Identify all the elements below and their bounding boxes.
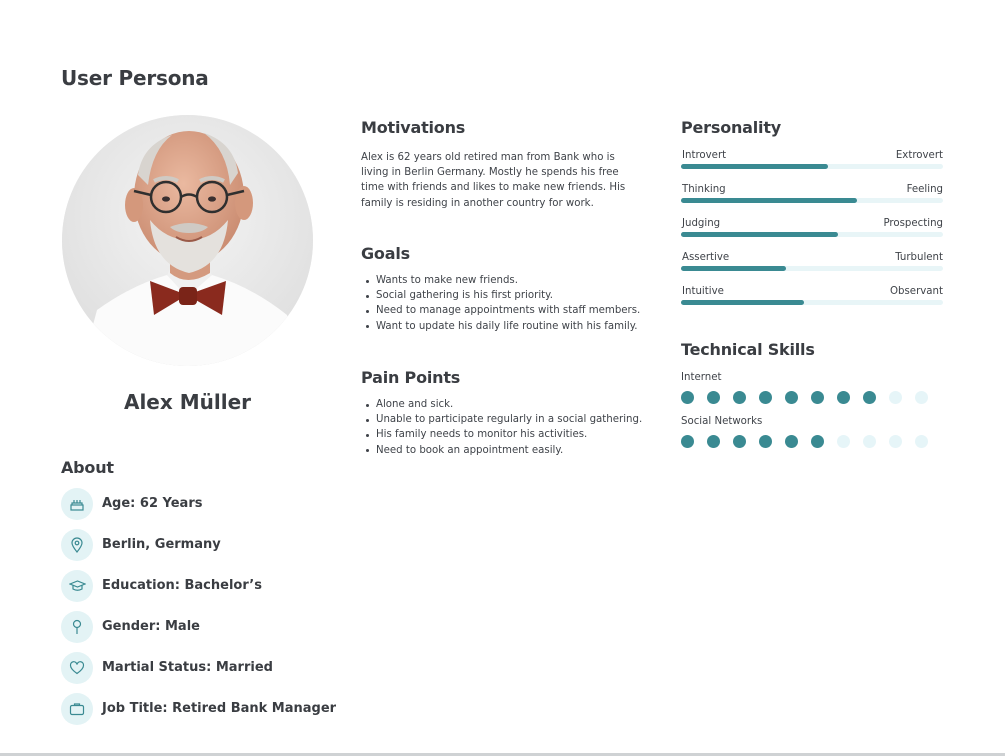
- skill-dot-filled: [733, 435, 746, 448]
- skill-dot-filled: [811, 391, 824, 404]
- trait-track: [681, 232, 943, 237]
- trait-left-label: Thinking: [682, 184, 726, 195]
- trait-fill: [681, 232, 838, 237]
- skill-dot-filled: [863, 391, 876, 404]
- skill-dot-filled: [681, 391, 694, 404]
- personality-heading: Personality: [681, 118, 782, 137]
- about-text-job-title: Job Title: Retired Bank Manager: [102, 701, 337, 716]
- skill-dot-filled: [707, 435, 720, 448]
- trait-right-label: Turbulent: [895, 252, 943, 263]
- about-item-marital-status: [61, 652, 341, 693]
- motivations-line: living in Berlin Germany. Mostly he spends his free: [361, 167, 619, 179]
- graduation-cap-icon: [61, 570, 93, 602]
- technical-skills-heading: Technical Skills: [681, 340, 815, 359]
- about-text-education: Education: Bachelor’s: [102, 578, 262, 593]
- skill-dot-empty: [889, 391, 902, 404]
- persona-name: Alex Müller: [123, 390, 252, 414]
- list-item: Need to book an appointment easily.: [365, 443, 642, 458]
- trait-track: [681, 198, 943, 203]
- pain-points-list: [365, 397, 642, 458]
- skill-dot-filled: [785, 435, 798, 448]
- about-item-job-title: [61, 693, 341, 734]
- about-text-location: Berlin, Germany: [102, 537, 221, 552]
- trait-track: [681, 300, 943, 305]
- skill-dot-filled: [759, 435, 772, 448]
- list-item: Need to manage appointments with staff members.: [365, 303, 640, 318]
- trait-introvert-extrovert: [681, 150, 943, 176]
- about-text-gender: Gender: Male: [102, 619, 200, 634]
- list-item: Social gathering is his first priority.: [365, 288, 640, 303]
- list-item: Alone and sick.: [365, 397, 642, 412]
- trait-right-label: Observant: [890, 286, 943, 297]
- trait-thinking-feeling: [681, 184, 943, 210]
- trait-judging-prospecting: [681, 218, 943, 244]
- trait-fill: [681, 164, 828, 169]
- about-text-age: Age: 62 Years: [102, 496, 203, 511]
- skill-rating-internet: [681, 391, 941, 405]
- location-pin-icon: [61, 529, 93, 561]
- skill-rating-social-networks: [681, 435, 941, 449]
- skill-dot-empty: [863, 435, 876, 448]
- about-list: [61, 488, 341, 734]
- skill-dot-filled: [759, 391, 772, 404]
- motivations-line: Alex is 62 years old retired man from Bank who is: [361, 152, 615, 163]
- skill-dot-filled: [707, 391, 720, 404]
- gender-pin-icon: [61, 611, 93, 643]
- about-item-location: [61, 529, 341, 570]
- trait-track: [681, 164, 943, 169]
- goals-list: [365, 273, 640, 334]
- skill-dot-filled: [837, 391, 850, 404]
- skill-dot-filled: [733, 391, 746, 404]
- about-item-age: [61, 488, 341, 529]
- skill-dot-filled: [811, 435, 824, 448]
- skill-dot-empty: [915, 391, 928, 404]
- heart-icon: [61, 652, 93, 684]
- skill-dot-filled: [785, 391, 798, 404]
- skill-dot-empty: [837, 435, 850, 448]
- about-item-education: [61, 570, 341, 611]
- skill-label-social-networks: Social Networks: [681, 416, 763, 427]
- briefcase-icon: [61, 693, 93, 725]
- skill-dot-filled: [681, 435, 694, 448]
- motivations-text: [361, 150, 631, 211]
- trait-right-label: Extrovert: [895, 150, 943, 161]
- trait-fill: [681, 198, 857, 203]
- list-item: His family needs to monitor his activities.: [365, 427, 642, 442]
- trait-track: [681, 266, 943, 271]
- trait-fill: [681, 266, 786, 271]
- about-text-marital-status: Martial Status: Married: [102, 660, 273, 675]
- goals-heading: Goals: [361, 244, 410, 263]
- trait-assertive-turbulent: [681, 252, 943, 278]
- list-item: Wants to make new friends.: [365, 273, 640, 288]
- trait-left-label: Assertive: [682, 252, 730, 263]
- skill-dot-empty: [915, 435, 928, 448]
- about-item-gender: [61, 611, 341, 652]
- skill-label-internet: Internet: [681, 372, 722, 383]
- motivations-line: family is residing in another country for work.: [361, 197, 594, 209]
- trait-fill: [681, 300, 804, 305]
- list-item: Unable to participate regularly in a social gathering.: [365, 412, 642, 427]
- cake-icon: [61, 488, 93, 520]
- trait-right-label: Prospecting: [883, 218, 943, 229]
- trait-right-label: Feeling: [906, 184, 943, 195]
- avatar: [62, 115, 313, 366]
- trait-left-label: Judging: [682, 218, 721, 229]
- about-heading: About: [61, 458, 114, 477]
- pain-points-heading: Pain Points: [361, 368, 461, 387]
- motivations-heading: Motivations: [361, 118, 466, 137]
- page-title: User Persona: [61, 66, 209, 90]
- trait-intuitive-observant: [681, 286, 943, 312]
- motivations-line: time with friends and likes to make new friends. His: [361, 182, 626, 194]
- trait-left-label: Introvert: [682, 150, 727, 161]
- skill-dot-empty: [889, 435, 902, 448]
- trait-left-label: Intuitive: [682, 286, 724, 297]
- list-item: Want to update his daily life routine with his family.: [365, 319, 640, 334]
